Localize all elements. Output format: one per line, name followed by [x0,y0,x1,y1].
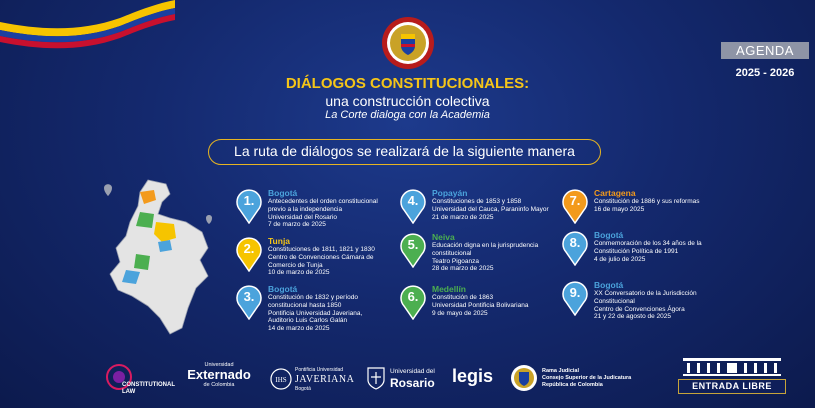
agenda-label: AGENDA [721,42,809,59]
agenda-years: 2025 - 2026 [735,67,795,79]
javeriana-logo: IHS Pontificia Universidad JAVERIANA Bogotá [270,362,350,398]
rosario-crest-icon [366,366,386,390]
entrada-libre-badge: ENTRADA LIBRE [678,379,786,394]
building-icon [681,356,783,378]
page-title: DIÁLOGOS CONSTITUCIONALES: [285,75,530,92]
corte-constitucional-seal [381,16,435,70]
event-city: Bogotá [268,284,298,294]
event-city: Bogotá [268,188,298,198]
route-banner: La ruta de diálogos se realizará de la siguiente manera [208,139,601,165]
javeriana-crest-icon [270,366,292,392]
event-city: Medellín [432,284,467,294]
svg-text:IHS: IHS [275,376,287,384]
page-subtitle: una construcción colectiva [325,93,490,109]
event-city: Tunja [268,236,291,246]
colombia-flag-ribbon [0,0,175,60]
event-city: Neiva [432,232,455,242]
colombia-map [96,178,226,338]
event-city: Bogotá [594,230,624,240]
page-tagline: La Corte dialoga con la Academia [325,109,490,121]
constitutional-law-logo: CONSTITUTIONAL LAW [104,362,166,398]
event-city: Cartagena [594,188,636,198]
externado-logo: Universidad Externado de Colombia [187,362,251,388]
event-city: Popayán [432,188,468,198]
event-city: Bogotá [594,280,624,290]
rama-judicial-seal-icon [510,364,538,392]
legis-logo: legis [452,366,494,386]
rosario-logo: Universidad del Rosario [366,362,438,398]
rama-judicial-logo: Rama Judicial Consejo Superior de la Judicatura República de Colombia [510,362,650,398]
